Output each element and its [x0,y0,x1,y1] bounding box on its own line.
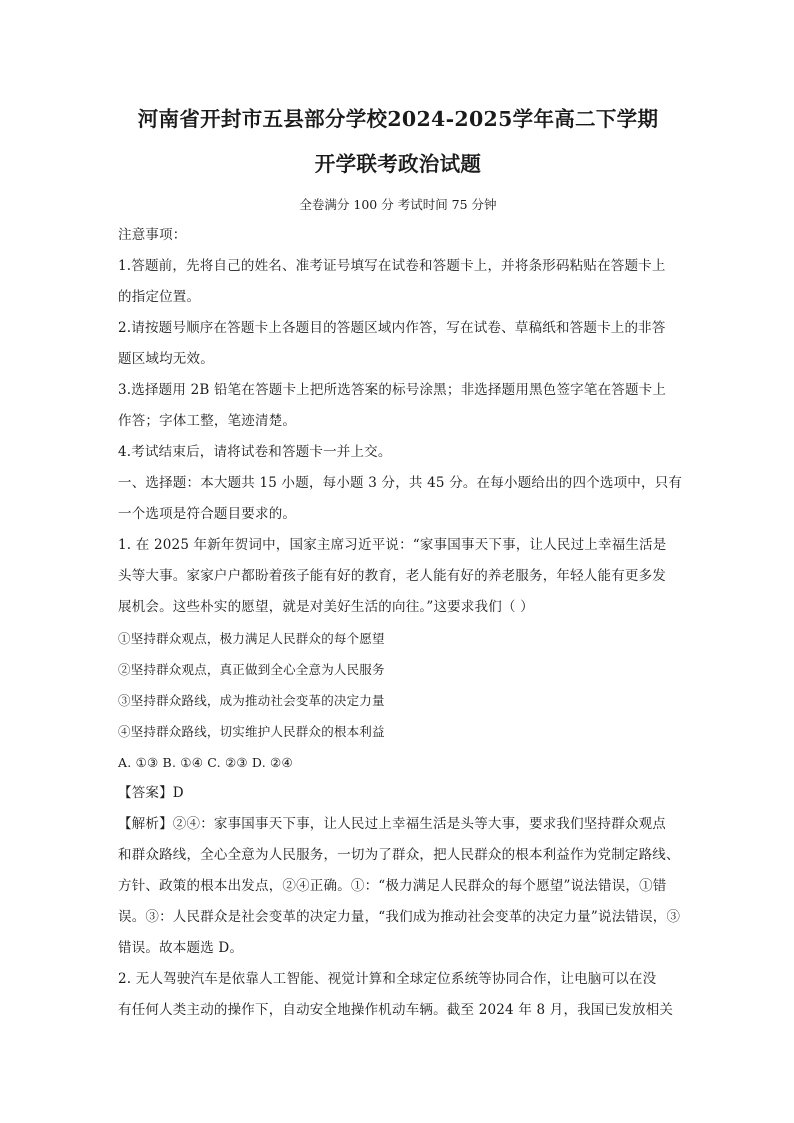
notice-line: 题区域均无效。 [118,351,214,367]
section-heading [118,468,683,530]
page-title-line-2: 开学联考政治试题 [314,152,482,176]
question-stem-line: 1. 在 2025 年新年贺词中，国家主席习近平说：“家事国事天下事，让人民过上幸福生活是 [118,537,667,553]
section-heading-line: 一个选项是符合题目要求的。 [118,506,297,522]
question-1 [118,530,681,964]
analysis-line: 【解析】②④：家事国事天下事，让人民过上幸福生活是头等大事，要求我们坚持群众观点 [118,816,666,832]
section-heading-line: 一、选择题：本大题共 15 小题，每小题 3 分，共 45 分。在每小题给出的四个选项中，只有 [118,475,683,491]
notice-line: 4.考试结束后，请将试卷和答题卡一并上交。 [118,444,392,460]
question-stem-line: 2. 无人驾驶汽车是依靠人工智能、视觉计算和全球定位系统等协同合作，让电脑可以在没 [118,971,657,987]
analysis-line: 误。③：人民群众是社会变革的决定力量，“我们成为推动社会变革的决定力量”说法错误，③ [118,909,681,925]
analysis-line: 错误。故本题选 D。 [118,940,244,956]
answer-label: 【答案】D [118,785,184,801]
notice-line: 1.答题前，先将自己的姓名、准考证号填写在试卷和答题卡上，并将条形码粘贴在答题卡上 [118,258,666,274]
notice-line: 2.请按题号顺序在答题卡上各题目的答题区域内作答，写在试卷、草稿纸和答题卡上的非答 [118,320,666,336]
notice-line: 作答；字体工整，笔迹清楚。 [118,413,297,429]
notice-section [118,220,678,468]
question-stem-line: 头等大事。家家户户都盼着孩子能有好的教育，老人能有好的养老服务，年轻人能有更多发 [118,568,666,584]
question-2 [118,964,678,1026]
document-body [118,98,683,1026]
statement-item: ④坚持群众路线，切实维护人民群众的根本利益 [118,724,385,739]
notice-line: 3.选择题用 2B 铅笔在答题卡上把所选答案的标号涂黑；非选择题用黑色签字笔在答题卡上 [118,382,667,398]
answer-options: A. ①③ B. ①④ C. ②③ D. ②④ [118,755,293,770]
notice-heading: 注意事项： [118,227,187,243]
question-stem-line: 有任何人类主动的操作下，自动安全地操作机动车辆。截至 2024 年 8 月，我国已发放相关 [118,1002,674,1018]
analysis-line: 方针、政策的根本出发点，②④正确。①：“极力满足人民群众的每个愿望”说法错误，①错 [118,878,667,894]
notice-line: 的指定位置。 [118,289,201,305]
statement-item: ①坚持群众观点，极力满足人民群众的每个愿望 [118,631,385,646]
question-stem-line: 展机会。这些朴实的愿望，就是对美好生活的向往。”这要求我们（ ） [118,599,534,615]
statement-item: ③坚持群众路线，成为推动社会变革的决定力量 [118,693,385,708]
analysis-line: 和群众路线，全心全意为人民服务，一切为了群众，把人民群众的根本利益作为党制定路线、 [118,847,680,863]
page-title-line-1: 河南省开封市五县部分学校2024-2025学年高二下学期 [137,107,659,131]
exam-info: 全卷满分 100 分 考试时间 75 分钟 [299,197,497,212]
statement-item: ②坚持群众观点，真正做到全心全意为人民服务 [118,662,385,677]
